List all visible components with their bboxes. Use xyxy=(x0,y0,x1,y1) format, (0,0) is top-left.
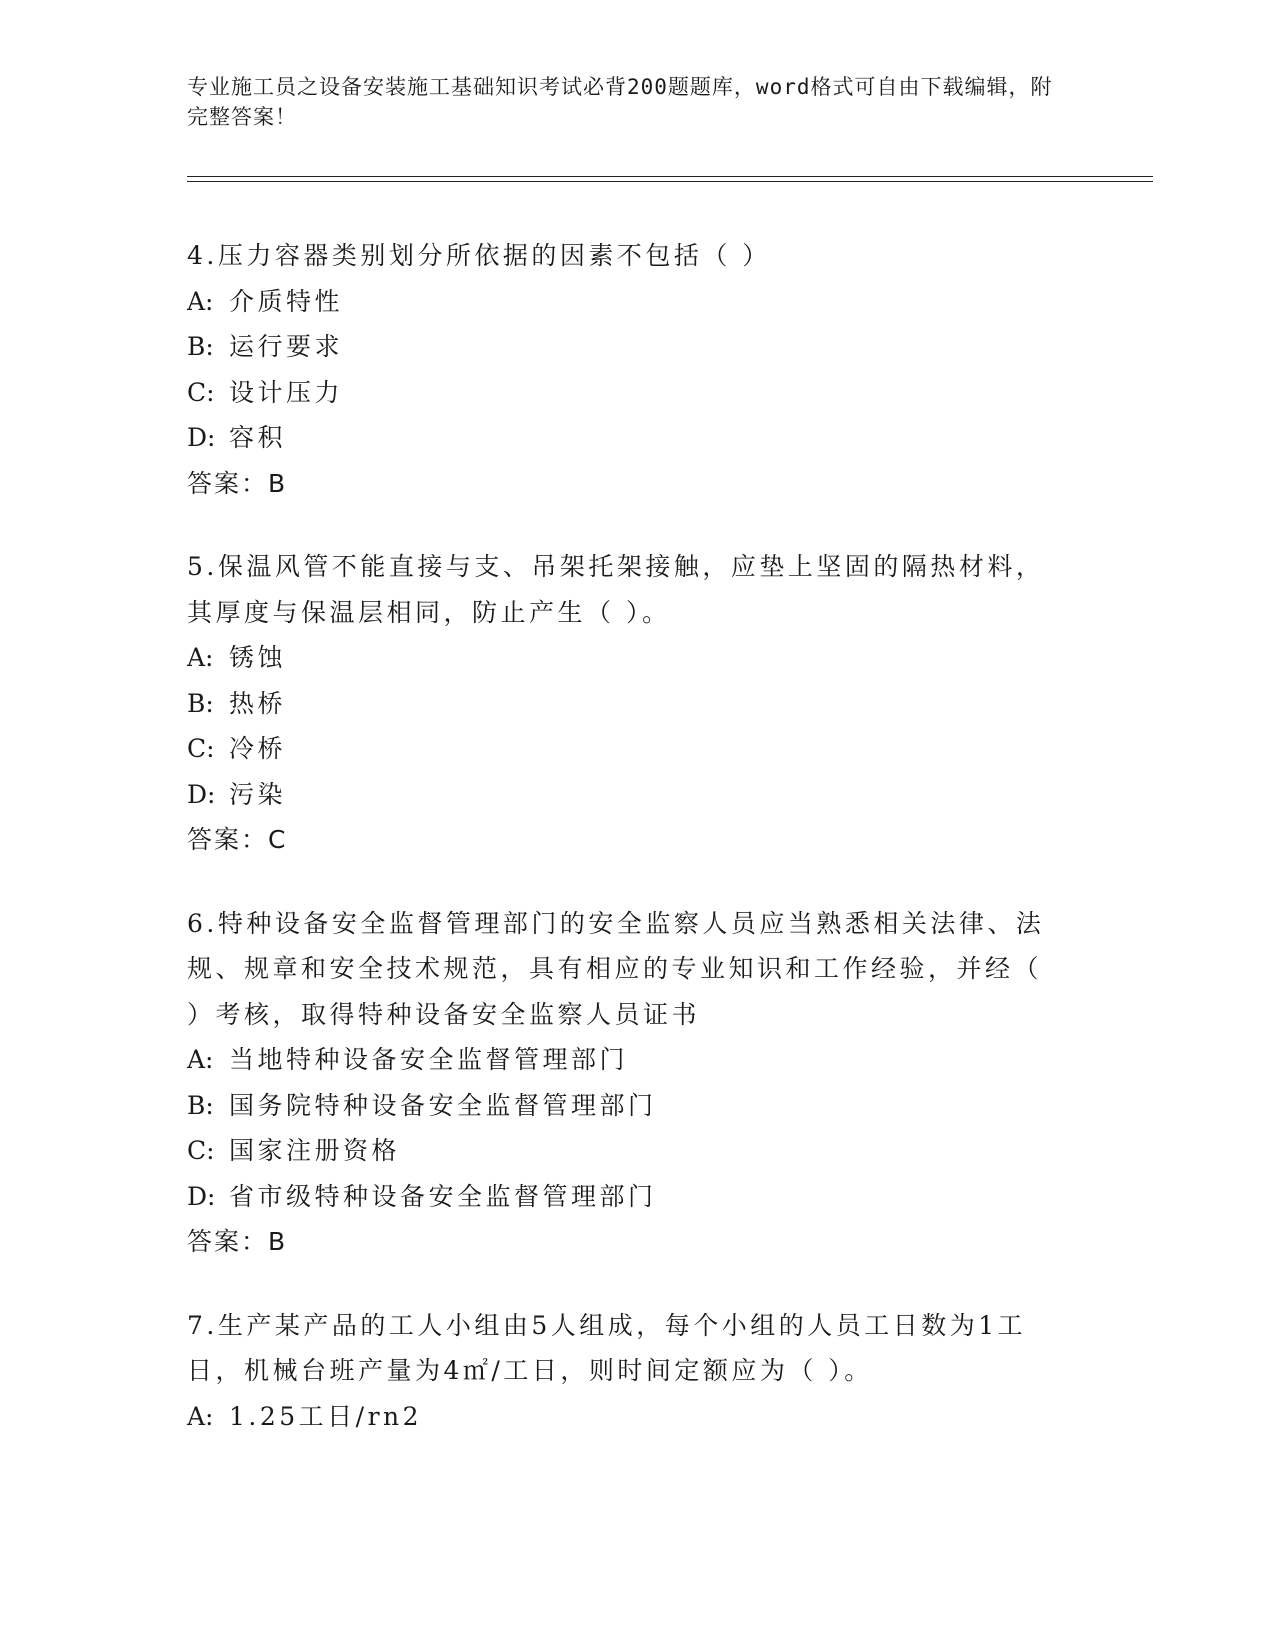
option-b xyxy=(187,1083,1067,1129)
option-text: 冷桥 xyxy=(229,734,287,763)
option-text: 当地特种设备安全监督管理部门 xyxy=(229,1045,629,1074)
option-key: C: xyxy=(187,734,215,763)
option-key: B: xyxy=(187,332,214,361)
answer-line: 答案：B xyxy=(187,468,288,498)
option-text: 省市级特种设备安全监督管理部门 xyxy=(229,1181,657,1211)
option-c xyxy=(187,1128,1067,1174)
option-text: 设计压力 xyxy=(229,377,344,407)
question-4 xyxy=(187,233,1067,506)
header-divider-top xyxy=(187,176,1153,177)
option-key: B: xyxy=(187,688,214,718)
option-key: D: xyxy=(187,423,216,452)
option-a xyxy=(187,1037,1067,1083)
option-text: 锈蚀 xyxy=(229,643,287,672)
option-b xyxy=(187,324,1067,370)
option-key: D: xyxy=(187,1181,216,1211)
header-divider-bottom xyxy=(187,181,1153,182)
option-text: 热桥 xyxy=(229,688,287,718)
option-key: C: xyxy=(187,377,215,407)
option-text: 介质特性 xyxy=(229,286,344,316)
option-c xyxy=(187,726,1067,772)
option-text: 国家注册资格 xyxy=(229,1136,401,1165)
option-key: C: xyxy=(187,1136,215,1165)
option-c xyxy=(187,370,1067,416)
option-text: 1.25工日/rn2 xyxy=(229,1401,423,1431)
option-key: A: xyxy=(187,286,214,316)
option-a xyxy=(187,1394,1067,1440)
answer-line: 答案：B xyxy=(187,1227,288,1256)
option-key: D: xyxy=(187,779,216,809)
option-key: A: xyxy=(187,1045,214,1074)
question-7 xyxy=(187,1303,1067,1440)
question-list xyxy=(187,233,1067,1477)
question-stem: 7.生产某产品的工人小组由5人组成，每个小组的人员工日数为1工日，机械台班产量为4㎡/工日，则时间定额应为（ ）。 xyxy=(187,1310,1027,1385)
option-key: B: xyxy=(187,1090,214,1120)
option-d xyxy=(187,772,1067,818)
option-a xyxy=(187,279,1067,325)
question-stem: 6.特种设备安全监督管理部门的安全监察人员应当熟悉相关法律、法规、规章和安全技术规范，具有相应的专业知识和工作经验，并经（ ）考核，取得特种设备安全监察人员证书 xyxy=(187,908,1045,1029)
question-stem: 4.压力容器类别划分所依据的因素不包括（ ） xyxy=(187,241,771,270)
option-d xyxy=(187,1174,1067,1220)
document-title: 专业施工员之设备安装施工基础知识考试必背200题题库，word格式可自由下载编辑，附完整答案！ xyxy=(187,75,1053,129)
question-6 xyxy=(187,901,1067,1265)
question-stem: 5.保温风管不能直接与支、吊架托架接触，应垫上坚固的隔热材料，其厚度与保温层相同，防止产生（ ）。 xyxy=(187,552,1045,627)
option-b xyxy=(187,681,1067,727)
option-text: 国务院特种设备安全监督管理部门 xyxy=(229,1090,657,1120)
option-text: 污染 xyxy=(229,779,287,809)
option-key: A: xyxy=(187,643,214,672)
option-text: 运行要求 xyxy=(229,332,344,361)
document-header xyxy=(187,72,1067,132)
option-a xyxy=(187,635,1067,681)
answer-line: 答案：C xyxy=(187,825,288,854)
option-d xyxy=(187,415,1067,461)
option-key: A: xyxy=(187,1401,214,1431)
question-5 xyxy=(187,544,1067,863)
option-text: 容积 xyxy=(229,423,287,452)
